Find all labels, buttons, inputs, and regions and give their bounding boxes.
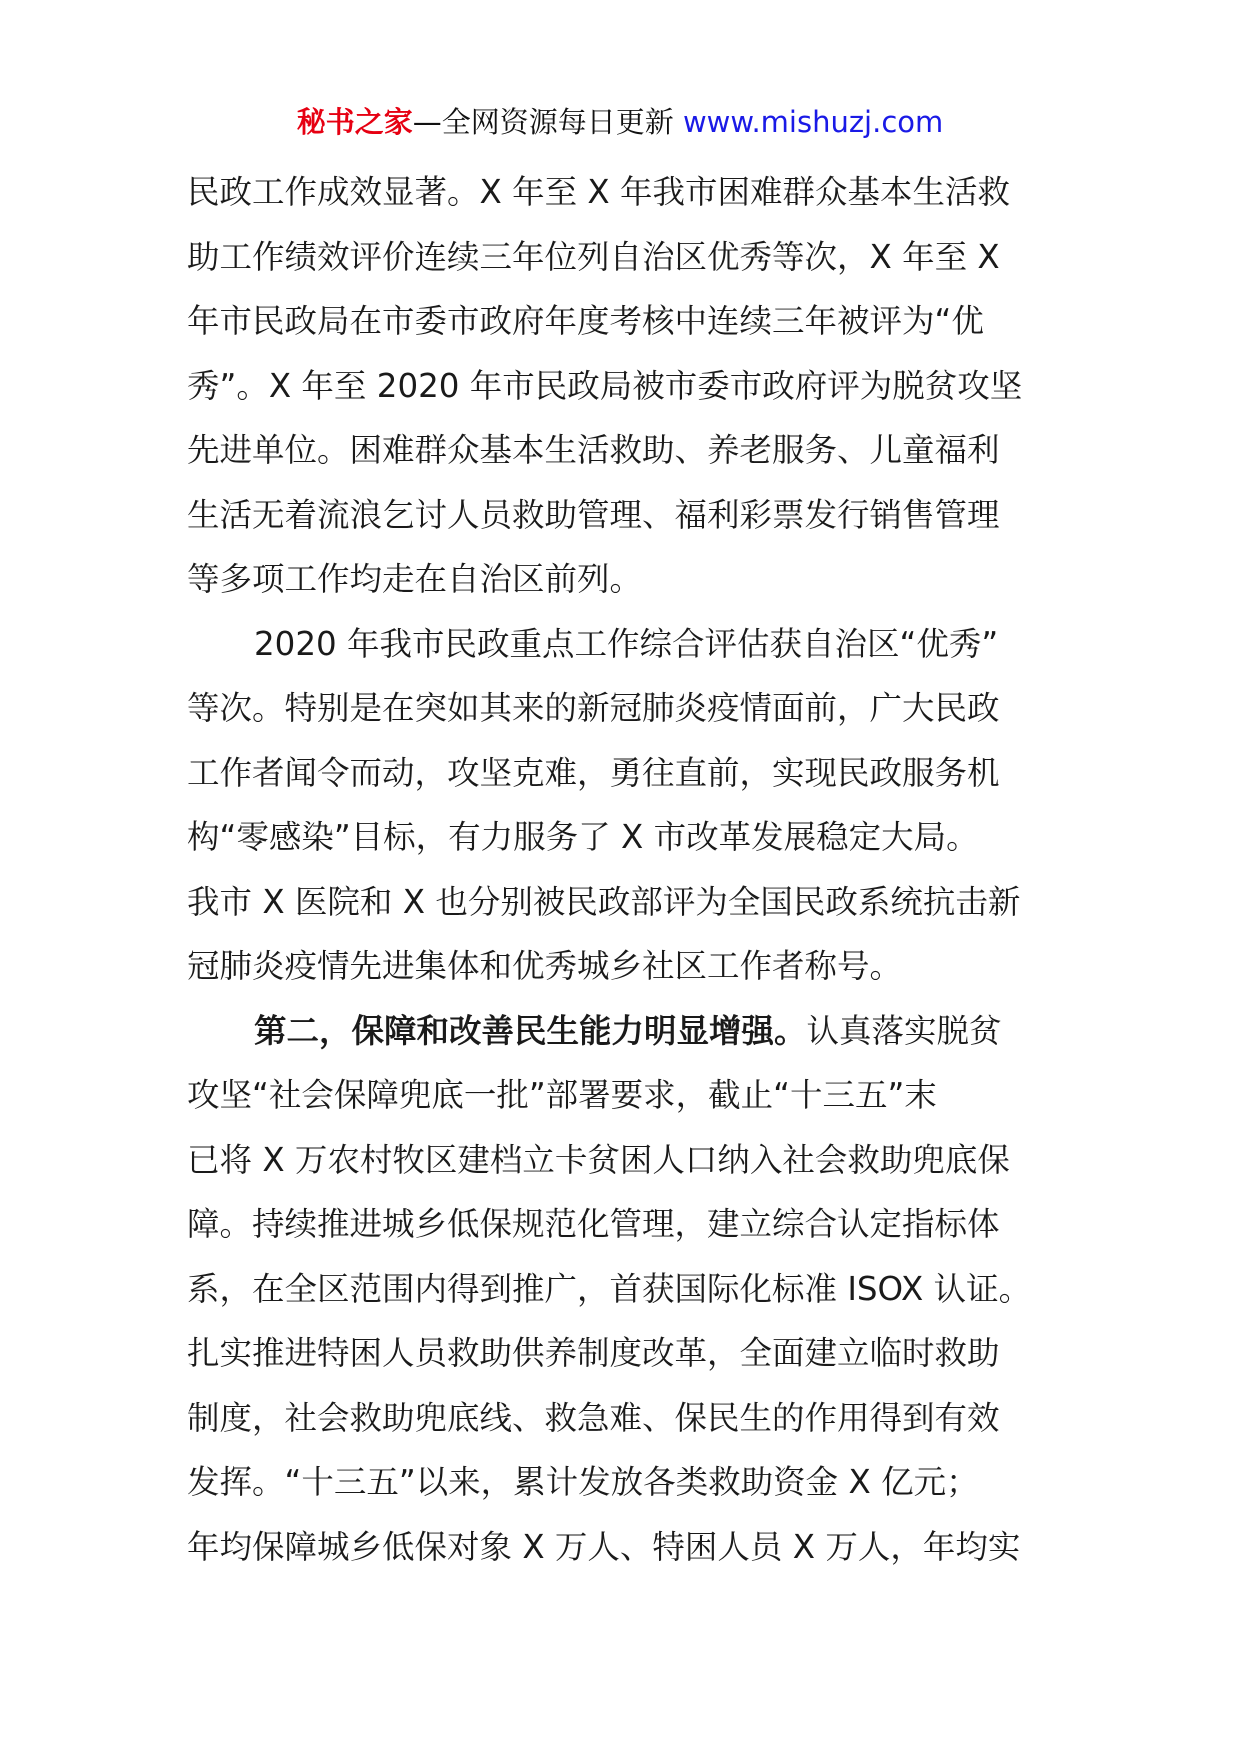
body-line: 秀”。X 年至 2020 年市民政局被市委市政府评为脱贫攻坚 [187, 366, 1023, 405]
body-line: 等次。特别是在突如其来的新冠肺炎疫情面前，广大民政 [187, 689, 1000, 727]
body-line: 扎实推进特困人员救助供养制度改革，全面建立临时救助 [187, 1334, 1000, 1372]
page-header [0, 100, 1240, 144]
body-line: 制度，社会救助兜底线、救急难、保民生的作用得到有效 [187, 1398, 1000, 1437]
body-line: 构“零感染”目标，有力服务了 X 市改革发展稳定大局。 [187, 818, 979, 856]
body-line: 民政工作成效显著。X 年至 X 年我市困难群众基本生活救 [187, 173, 1011, 211]
body-line: 障。持续推进城乡低保规范化管理，建立综合认定指标体 [187, 1205, 1000, 1243]
body-line: 助工作绩效评价连续三年位列自治区优秀等次，X 年至 X [187, 237, 1000, 276]
body-line: 等多项工作均走在自治区前列。 [187, 560, 643, 598]
body-line: 已将 X 万农村牧区建档立卡贫困人口纳入社会救助兜底保 [187, 1140, 1010, 1179]
body-line: 发挥。“十三五”以来，累计发放各类救助资金 X 亿元； [187, 1463, 979, 1501]
body-line: 攻坚“社会保障兜底一批”部署要求，截止“十三五”末 [187, 1076, 937, 1114]
bold-heading: 第二，保障和改善民生能力明显增强。 [254, 1011, 807, 1050]
body-line: 我市 X 医院和 X 也分别被民政部评为全国民政系统抗击新 [187, 882, 1021, 921]
body-line: 冠肺炎疫情先进集体和优秀城乡社区工作者称号。 [187, 947, 903, 985]
header-tagline: —全网资源每日更新 [412, 105, 683, 139]
body-line: 系，在全区范围内得到推广，首获国际化标准 ISOX 认证。 [187, 1269, 1032, 1308]
paragraph-start-line [187, 999, 1053, 1064]
brand-name: 秘书之家 [296, 105, 413, 139]
body-line: 工作者闻令而动，攻坚克难，勇往直前，实现民政服务机 [187, 753, 1000, 792]
body-line: 年市民政局在市委市政府年度考核中连续三年被评为“优 [187, 302, 984, 340]
body-line: 生活无着流浪乞讨人员救助管理、福利彩票发行销售管理 [187, 495, 1000, 534]
body-text [187, 160, 1053, 1579]
body-line-text: 认真落实脱贫 [806, 1011, 1002, 1050]
body-line: 先进单位。困难群众基本生活救助、养老服务、儿童福利 [187, 431, 1000, 469]
paragraph-start-line: 2020 年我市民政重点工作综合评估获自治区“优秀” [254, 624, 999, 663]
header-url[interactable]: www.mishuzj.com [682, 105, 944, 139]
body-line: 年均保障城乡低保对象 X 万人、特困人员 X 万人，年均实 [187, 1527, 1021, 1566]
